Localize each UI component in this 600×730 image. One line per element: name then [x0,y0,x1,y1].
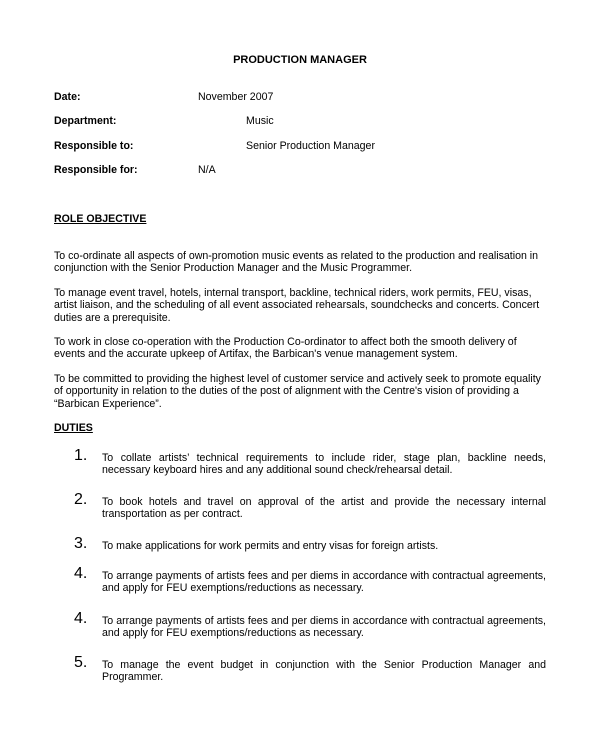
duty-item [74,491,546,526]
meta-row-responsible-to [54,140,554,154]
meta-row-responsible-for [54,164,554,178]
meta-row-date [54,91,554,105]
meta-row-department [54,115,554,129]
duty-number: 5. [74,654,88,671]
meta-label: Date: [54,91,81,103]
meta-value: November 2007 [198,91,274,103]
duty-text: To manage the event budget in conjunction with the Senior Production Manager and Programmer. [102,659,546,684]
duty-item [74,535,546,570]
role-objective-heading: ROLE OBJECTIVE [54,213,147,225]
role-objective-paragraph: To be committed to providing the highest level of customer service and actively seek to promote equality of opportunity in relation to the duties of the post of alignment with the Centre's vision of providing a “Barbican Experience”. [54,373,541,410]
duty-number: 4. [74,610,88,627]
duty-item [74,610,546,645]
duty-number: 4. [74,565,88,582]
duty-text: To arrange payments of artists fees and per diems in accordance with contractual agreements, and apply for FEU exemptions/reductions as necessary. [102,570,546,595]
role-objective-paragraph: To co-ordinate all aspects of own-promotion music events as related to the production and realisation in conjunction with the Senior Production Manager and the Music Programmer. [54,250,539,275]
role-objective-paragraph: To work in close co-operation with the Production Co-ordinator to affect both the smooth delivery of events and the accurate upkeep of Artifax, the Barbican's venue management system. [54,336,517,361]
duty-text: To arrange payments of artists fees and per diems in accordance with contractual agreements, and apply for FEU exemptions/reductions as necessary. [102,615,546,640]
document-title: PRODUCTION MANAGER [233,54,367,66]
duty-item [74,565,546,600]
duty-item [74,654,546,689]
duty-number: 3. [74,535,88,552]
meta-value: Senior Production Manager [246,140,375,152]
meta-value: N/A [198,164,216,176]
meta-value: Music [246,115,274,127]
meta-label: Responsible for: [54,164,138,176]
meta-label: Department: [54,115,117,127]
role-objective-paragraph: To manage event travel, hotels, internal transport, backline, technical riders, work permits, FEU, visas, artist liaison, and the scheduling of all event associated rehearsals, soundchecks and concerts. Concert duties are a prerequisite. [54,287,540,324]
meta-label: Responsible to: [54,140,134,152]
duty-item [74,447,546,482]
duties-heading: DUTIES [54,422,93,434]
duty-text: To make applications for work permits and entry visas for foreign artists. [102,540,439,552]
duty-number: 1. [74,447,88,464]
duty-text: To collate artists’ technical requirements to include rider, stage plan, backline needs, necessary keyboard hires and any additional sound check/rehearsal detail. [102,452,546,477]
duty-number: 2. [74,491,88,508]
duty-text: To book hotels and travel on approval of the artist and provide the necessary internal transportation as per contract. [102,496,546,521]
